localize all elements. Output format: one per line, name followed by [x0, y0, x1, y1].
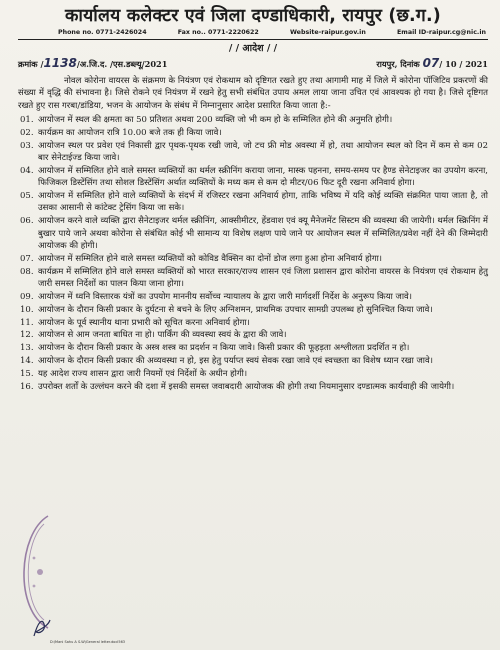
reference-handwritten-number: 1138 [43, 56, 77, 70]
condition-text: आयोजन करने वाले व्यक्ति द्वारा सैनेटाइजर थर्मल स्क्रीनिंग, आक्सीमीटर, हेंडवाश एवं क्यू मैनेजमेंट सिस्टम की व्यवस्था की जायेगी। थर्मल स्क्रिनिंग में बुखार पाये जाने अथवा कोरोना से संबंधित कोई भी सामान्य या विशेष लक्षण पाये जाने पर आयोजन स्थल में सम्मिलित/प्रवेश नहीं देने की जिम्मेदारी आयोजक की होगी। [38, 216, 488, 251]
condition-text: आयोजन स्थल पर प्रवेश एवं निकासी द्वार पृथक-पृथक रखी जावे, जो टच फ्री मोड अवस्था में हो, तथा आयोजन स्थल को दिन में कम से कम 02 बार सेनेटाईज्ड किया जावे। [38, 140, 488, 163]
condition-number: 05. [20, 191, 34, 202]
condition-item [18, 355, 488, 367]
condition-text: आयोजन में ध्वनि विस्तारक यंत्रों का उपयोग माननीय सर्वोच्च न्यायालय के द्वारा जारी मार्गदर्शी निर्देश के अनुरूप किया जावे। [38, 291, 412, 302]
condition-text: आयोजन में सम्मिलित होने वाले समस्त व्यक्तियों को कोविड वैक्सिन का दोनों डोज लगा हुआ होना अनिवार्य होगा। [38, 253, 383, 264]
website: Website-raipur.gov.in [289, 29, 366, 36]
order-heading: / / आदेश / / [228, 43, 278, 54]
header-divider [18, 39, 488, 40]
condition-item [18, 165, 488, 190]
condition-number: 09. [20, 291, 34, 302]
condition-item [18, 368, 488, 380]
condition-text: आयोजन के दौरान किसी प्रकार के अस्त्र शस्त्र का प्रदर्शन न किया जावे। किसी प्रकार की फूहड़ता अश्लीलता प्रदर्शित न हो। [38, 343, 410, 354]
condition-number: 01. [20, 114, 34, 125]
condition-item [18, 304, 488, 316]
order-date [376, 56, 488, 71]
condition-item [18, 190, 488, 215]
condition-item [18, 342, 488, 354]
intro-paragraph: नोवल कोरोना वायरस के संक्रमण के नियंत्रण एवं रोकथाम को दृष्टिगत रखते हुए तथा आगामी माह में जिले में कोरोना पॉजिटिव प्रकरणों की संख्या में वृद्धि की संभावना है। जिसे रोकने एवं नियंत्रण में रखने हेतु सभी संबंधित उपाय अमल लाया जाना उचित एवं आवश्यक हो गया है। जिसे दृष्टिगत रखते हुए रास गरबा/डांडिया, भजन के आयोजन के संबंध में निम्नानुसार आदेश प्रसारित किया जाता है:- [18, 76, 488, 111]
date-suffix: / 10 / 2021 [439, 59, 488, 69]
fax-number: Fax no.. 0771-2220622 [177, 29, 259, 36]
condition-item [18, 140, 488, 165]
condition-text: आयोजन में सम्मिलित होने वाले व्यक्तियों के संदर्भ में रजिस्टर रखना अनिवार्य होगा, ताकि भविष्य में यदि कोई व्यक्ति संक्रमित पाया जाता है, तो उसका आसानी से कांटेक्ट ट्रेसिंग किया जा सके। [38, 191, 488, 214]
condition-text: आयोजन के दौरान किसी प्रकार के दुर्घटना से बचने के लिए अग्निशमन, प्राथमिक उपचार सामग्री उपलब्ध हो सुनिश्चित किया जावे। [38, 304, 433, 315]
condition-text: उपरोक्त शर्तों के उल्लंघन करने की दशा में इसकी समस्त जवाबदारी आयोजक की होगी तथा नियमानुसार दण्डात्मक कार्यवाही की जायेगी। [38, 382, 455, 393]
contact-row [18, 29, 488, 38]
reference-suffix: /अ.जि.द. /एस.डब्ल्यू/2021 [76, 59, 168, 69]
condition-item [18, 215, 488, 252]
condition-number: 07. [20, 253, 34, 264]
condition-number: 08. [20, 266, 34, 277]
condition-number: 13. [20, 343, 34, 354]
condition-number: 11. [20, 317, 34, 328]
condition-number: 16. [20, 382, 34, 393]
reference-row [18, 56, 488, 71]
condition-item [18, 317, 488, 329]
condition-text: आयोजन में सम्मिलित होने वाले समस्त व्यक्तियों का थर्मल स्क्रीनिंग कराया जाना, मास्क पहनना, समय-समय पर हैण्ड सेनेटाइजर का उपयोग करना, फिजिकल डिस्टेंसिंग तथा सोशल डिस्टेंसिंग अर्थात व्यक्तियों के मध्य कम से कम दो मीटर/06 फिट दूरी रखना अनिवार्य होगा। [38, 165, 488, 189]
reference-prefix: क्रमांक / [18, 59, 44, 69]
office-title: कार्यालय कलेक्टर एवं जिला दण्डाधिकारी, रायपुर (छ.ग.) [64, 6, 442, 26]
condition-item [18, 127, 488, 139]
condition-text: आयोजन के पूर्व स्थानीय थाना प्रभारी को सूचित करना अनिवार्य होगा। [38, 317, 250, 328]
condition-item [18, 253, 488, 265]
condition-text: आयोजन में स्थल की क्षमता का 50 प्रतिशत अथवा 200 व्यक्ति जो भी कम हो के सम्मिलित होने की अनुमति होगी। [38, 114, 393, 125]
condition-text: कार्यक्रम का आयोजन रात्रि 10.00 बजे तक ही किया जावे। [38, 127, 222, 138]
condition-item [18, 266, 488, 291]
file-path-note: D:\Mani Sahu A S-W\General letter.docl563 [50, 640, 126, 644]
condition-text: आयोजन के दौरान किसी प्रकार की अव्यवस्था न हो, इस हेतु पर्याप्त स्वयं सेवक रखा जावे एवं स्वच्छता का विशेष ध्यान रखा जावे। [38, 356, 433, 367]
condition-number: 03. [20, 140, 34, 151]
condition-number: 14. [20, 356, 34, 367]
phone-number: Phone no. 0771-2426024 [58, 29, 147, 36]
condition-text: यह आदेश राज्य शासन द्वारा जारी नियमों एवं निर्देशों के अधीन होगी। [38, 369, 248, 380]
email: Email ID-raipur.cg@nic.in [397, 29, 486, 36]
conditions-list [18, 114, 488, 393]
condition-number: 12. [20, 330, 34, 341]
condition-item [18, 381, 488, 393]
date-handwritten-day: 07 [422, 56, 440, 70]
condition-number: 15. [20, 369, 34, 380]
condition-item [18, 291, 488, 303]
condition-text: कार्यक्रम में सम्मिलित होने वाले समस्त व्यक्तियों को भारत सरकार/राज्य शासन एवं जिला प्रशासन द्वारा कोरोना वायरस के नियंत्रण एवं रोकथाम हेतु जारी समस्त निर्देशों का पालन किया जाना होगा। [38, 266, 488, 289]
condition-number: 10. [20, 304, 34, 315]
reference-number [18, 56, 167, 71]
date-prefix: रायपुर, दिनांक [376, 59, 420, 69]
condition-item [18, 329, 488, 341]
condition-number: 06. [20, 216, 34, 227]
condition-item [18, 114, 488, 126]
condition-number: 04. [20, 165, 34, 176]
signature-mark-icon [30, 614, 52, 640]
condition-text: आयोजन से आम जनता बाधित ना हो। पार्किंग की व्यवस्था स्वयं के द्वारा की जावे। [38, 330, 287, 341]
condition-number: 02. [20, 127, 34, 138]
